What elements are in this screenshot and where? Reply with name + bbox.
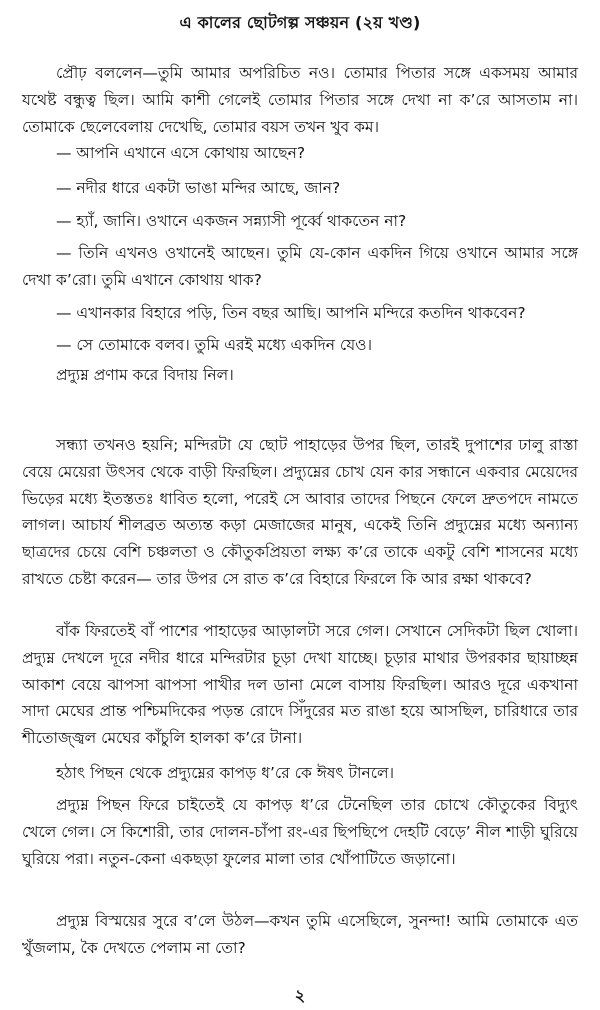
dialogue-line-3: — হ্যাঁ, জানি। ওখানে একজন সন্ন্যাসী পূর্ব্বে থাকতেন না? (56, 212, 407, 230)
paragraph-evening: সন্ধ্যা তখনও হয়নি; মন্দিরটা যে ছোট পাহাড়ের উপর ছিল, তারই দুপাশের ঢালু রাস্তা বেয়ে মেয়েরা উৎসব থেকে বাড়ী ফিরছিল। প্রদ্যুম্নের চোখ যেন কার সন্ধানে একবার মেয়েদের ভিড়ের মধ্যে ইতস্ততঃ ধাবিত হলো, পরেই সে আবার তাদের পিছনে ফেলে দ্রুতপদে নামতে লাগল। আচার্য শীলব্রত অত্যন্ত কড়া মেজাজের মানুষ, একেই তিনি প্রদ্যুম্নের মধ্যে অন্যান্য ছাত্রদের চেয়ে বেশি চঞ্চলতা ও কৌতুকপ্রিয়তা লক্ষ্য ক’রে তাকে একটু বেশি শাসনের মধ্যে রাখতে চেষ্টা করেন— তার উপর সে রাত ক’রে বিহারে ফিরলে কি আর রক্ষা থাকবে? (22, 436, 578, 588)
paragraph-girl: প্রদ্যুম্ন পিছন ফিরে চাইতেই যে কাপড় ধ’রে টেনেছিল তার চোখে কৌতুকের বিদ্যুৎ খেলে গেল। সে কিশোরী, তার দোলন-চাঁপা রং-এর ছিপছিপে দেহটি বেড়ে’ নীল শাড়ী ঘুরিয়ে ঘুরিয়ে পরা। নতুন-কেনা একছড়া ফুলের মালা তার খোঁপাটিতে জড়ানো। (22, 796, 578, 868)
dialogue-line-6: — সে তোমাকে বলব। তুমি এরই মধ্যে একদিন যেও। (56, 336, 373, 354)
paragraph-sunanda: প্রদ্যুম্ন বিস্ময়ের সুরে ব’লে উঠল—কখন তুমি এসেছিলে, সুনন্দা! আমি তোমাকে এত খুঁজলাম, কৈ দেখতে পেলাম না তো? (22, 912, 578, 957)
paragraph-closing: প্রদ্যুম্ন প্রণাম করে বিদায় নিল। (56, 366, 234, 384)
dialogue-line-1: — আপনি এখানে এসে কোথায় আছেন? (56, 144, 306, 162)
paragraph-landscape: বাঁক ফিরতেই বাঁ পাশের পাহাড়ের আড়ালটা সরে গেল। সেখানে সেদিকটা ছিল খোলা। প্রদ্যুম্ন দেখলে দূরে নদীর ধারে মন্দিরটার চূড়া দেখা যাচ্ছে। চূড়ার মাথার উপরকার ছায়াচ্ছন্ন আকাশ বেয়ে ঝাপসা ঝাপসা পাখীর দল ডানা মেলে বাসায় ফিরছিল। আরও দূরে একখানা সাদা মেঘের প্রান্ত পশ্চিমদিকের পড়ন্ত রোদে সিঁদুরের মত রাঙা হয়ে আসছিল, চারিধারে তার শীতোজ্জ্বল মেঘের কাঁচুলি হালকা ক’রে টানা। (22, 622, 578, 748)
paragraph-intro: প্রৌঢ় বললেন—তুমি আমার অপরিচিত নও। তোমার পিতার সঙ্গে একসময় আমার যথেষ্ট বন্ধুত্ব ছিল। আমি কাশী গেলেই তোমার পিতার সঙ্গে দেখা না ক’রে আসতাম না। তোমাকে ছেলেবেলায় দেখেছি, তোমার বয়স তখন খুব কম। (22, 64, 578, 136)
dialogue-line-4: — তিনি এখনও ওখানেই আছেন। তুমি যে-কোন একদিন গিয়ে ওখানে আমার সঙ্গে দেখা ক’রো। তুমি এখানে কোথায় থাক? (22, 244, 578, 289)
paragraph-tug: হঠাৎ পিছন থেকে প্রদ্যুম্নের কাপড় ধ’রে কে ঈষৎ টানলে। (56, 764, 395, 782)
dialogue-line-2: — নদীর ধারে একটা ভাঙা মন্দির আছে, জান? (56, 179, 341, 197)
page-number: ২ (294, 986, 306, 1005)
dialogue-line-5: — এখানকার বিহারে পড়ি, তিন বছর আছি। আপনি মন্দিরে কতদিন থাকবেন? (56, 304, 526, 322)
running-header: এ কালের ছোটগল্প সঞ্চয়ন (২য় খণ্ড) (179, 13, 421, 32)
